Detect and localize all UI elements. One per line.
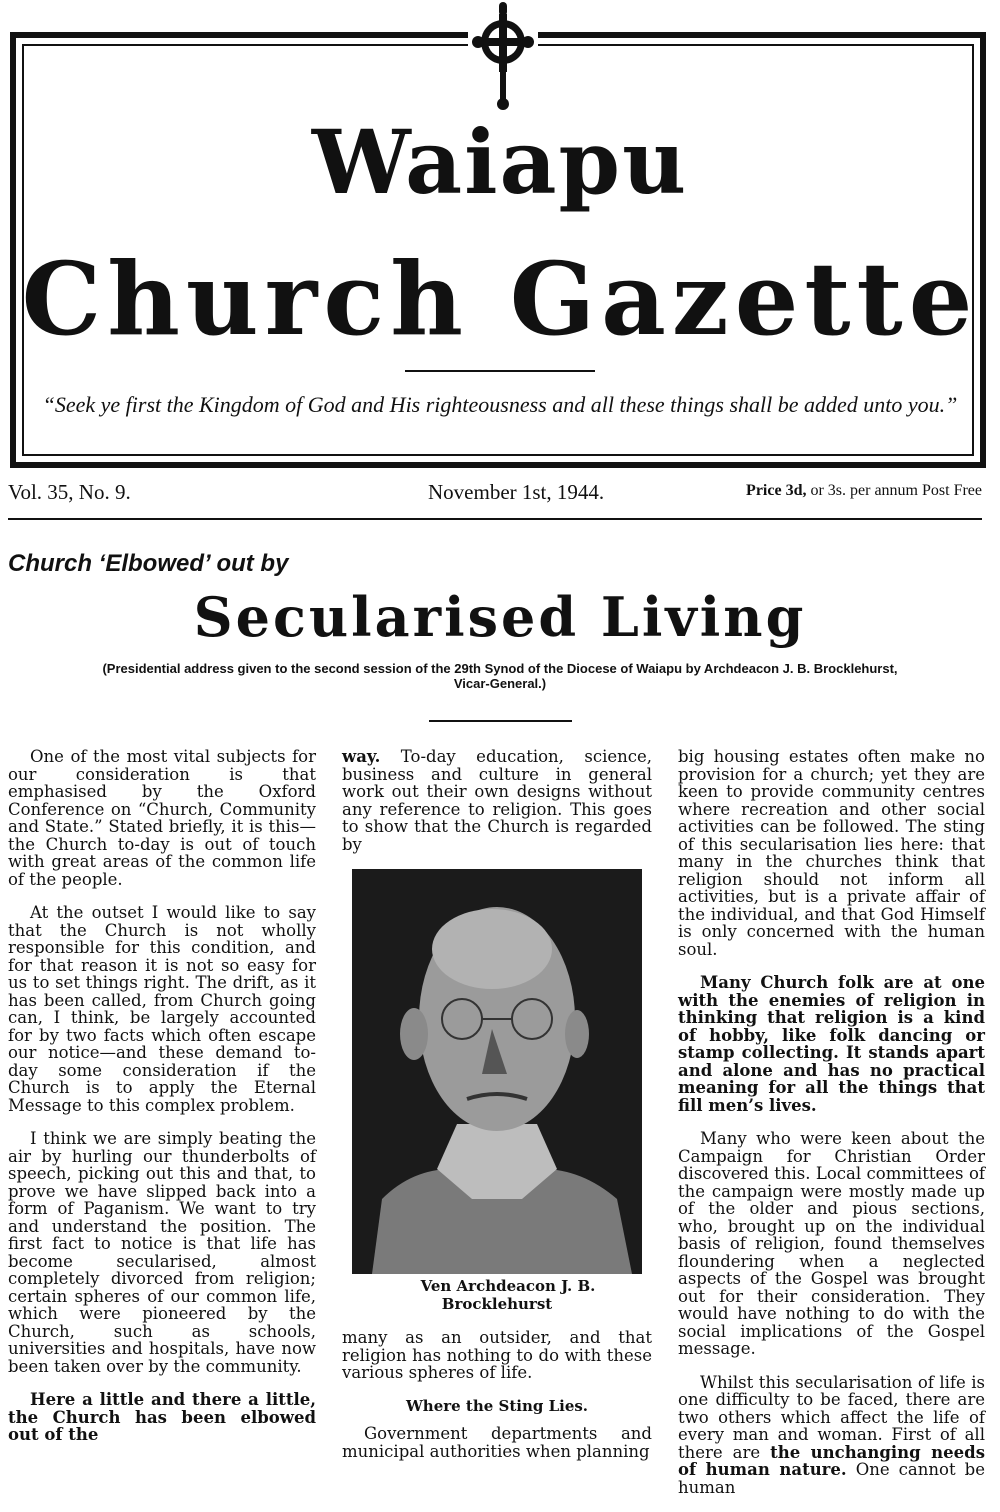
- paragraph: Government departments and municipal authorities when planning: [342, 1424, 652, 1461]
- bold-text: the unchanging needs of human nature.: [678, 1442, 985, 1479]
- section-subheading: Where the Sting Lies.: [405, 1396, 589, 1415]
- paragraph: At the outset I would like to say that the Church is not wholly responsible for this condition, and for that reason it is not so easy for us to set things right. The drift, as it has been called, from Church going can, I think, be largely accounted for by two facts which often escape our notice—and these demand to-day some consideration if the Church is to apply the Eternal Message to this complex problem.: [8, 903, 316, 1115]
- paragraph: [342, 748, 652, 853]
- photo-caption: Ven Archdeacon J. B. Brocklehurst: [420, 1277, 596, 1313]
- paragraph: big housing estates often make no provision for a church; yet they are keen to provide community centres where recreation and other social activities can be followed. The sting of this secularisation lies here: that many in the churches think that religion should not inform all activities, but is a private affair of the individual, and that God Himself is only concerned with the human soul.: [678, 747, 985, 959]
- article-column-1: [8, 748, 316, 1460]
- paragraph-bold: [8, 1391, 316, 1444]
- portrait-photo: [352, 869, 642, 1274]
- price-info: [746, 482, 982, 500]
- price-bold: Price 3d,: [746, 482, 807, 499]
- masthead-title-line1: Waiapu: [311, 110, 689, 214]
- paragraph-bold: [678, 974, 985, 1114]
- masthead-rule: [405, 370, 595, 372]
- paragraph: Many who were keen about the Campaign for Christian Order discovered this. Local committees of the campaign were mostly made up of the older and pious sections, who, brought up on the individual basis of religion, found themselves floundering when a neglected aspects of the Gospel was brought out for their consideration. They would have nothing to do with the social implications of the Gospel message.: [678, 1129, 985, 1358]
- issue-info-bar: [8, 480, 982, 510]
- header-rule: [8, 518, 982, 520]
- bold-text: Here a little and there a little, the Church has been elbowed out of the: [8, 1390, 316, 1444]
- paragraph-text: To-day education, science, business and culture in general work out their own designs without any reference to religion. This goes to show that the Church is regarded by: [342, 747, 652, 854]
- bold-text: Many Church folk are at one with the enemies of religion in thinking that religion is a kind of hobby, like folk dancing or stamp collecting. It stands apart and alone and has no practical meaning for all the things that fill men’s lives.: [678, 973, 985, 1115]
- article-column-2: [342, 748, 652, 1476]
- celtic-cross-icon: [468, 2, 538, 112]
- article-subtitle: (Presidential address given to the second session of the 29th Synod of the Diocese of Waiapu by Archdeacon J. B. Brocklehurst, Vicar-General.): [102, 661, 898, 691]
- masthead-motto: “Seek ye first the Kingdom of God and His righteousness and all these things shall be added unto you.”: [42, 392, 958, 417]
- article-headline: Secularised Living: [193, 585, 807, 649]
- masthead-title-line2: Church Gazette: [21, 240, 979, 358]
- paragraph: many as an outsider, and that religion has nothing to do with these various spheres of life.: [342, 1328, 652, 1382]
- paragraph: I think we are simply beating the air by hurling our thunderbolts of speech, picking out this and that, to prove we have slipped back into a form of Paganism. We want to try and understand the position. The first fact to notice is that life has become secularised, almost completely divorced from religion; certain spheres of our common life, which were pioneered by the Church, such as schools, universities and hospitals, have now been taken over by the community.: [8, 1129, 316, 1376]
- paragraph: One of the most vital subjects for our consideration is that emphasised by the Oxford Conference on “Church, Community and State.” Stated briefly, it is this—the Church to-day is out of touch with great areas of the common life of the people.: [8, 747, 316, 889]
- issue-date: November 1st, 1944.: [428, 480, 605, 504]
- paragraph: [678, 1374, 985, 1497]
- price-rest: or 3s. per annum Post Free: [806, 482, 982, 499]
- paragraph-text: Whilst this secularisation of life is one difficulty to be faced, there are two others which affect the life of every man and woman. First of all there are: [678, 1372, 985, 1462]
- bold-text: way.: [342, 747, 381, 766]
- article-kicker: Church ‘Elbowed’ out by: [8, 550, 289, 577]
- paragraph-text: One cannot be human: [678, 1460, 985, 1497]
- volume-number: Vol. 35, No. 9.: [8, 480, 131, 504]
- subtitle-rule: [429, 720, 572, 722]
- article-column-3: [678, 748, 985, 1512]
- portrait-image: [352, 869, 642, 1274]
